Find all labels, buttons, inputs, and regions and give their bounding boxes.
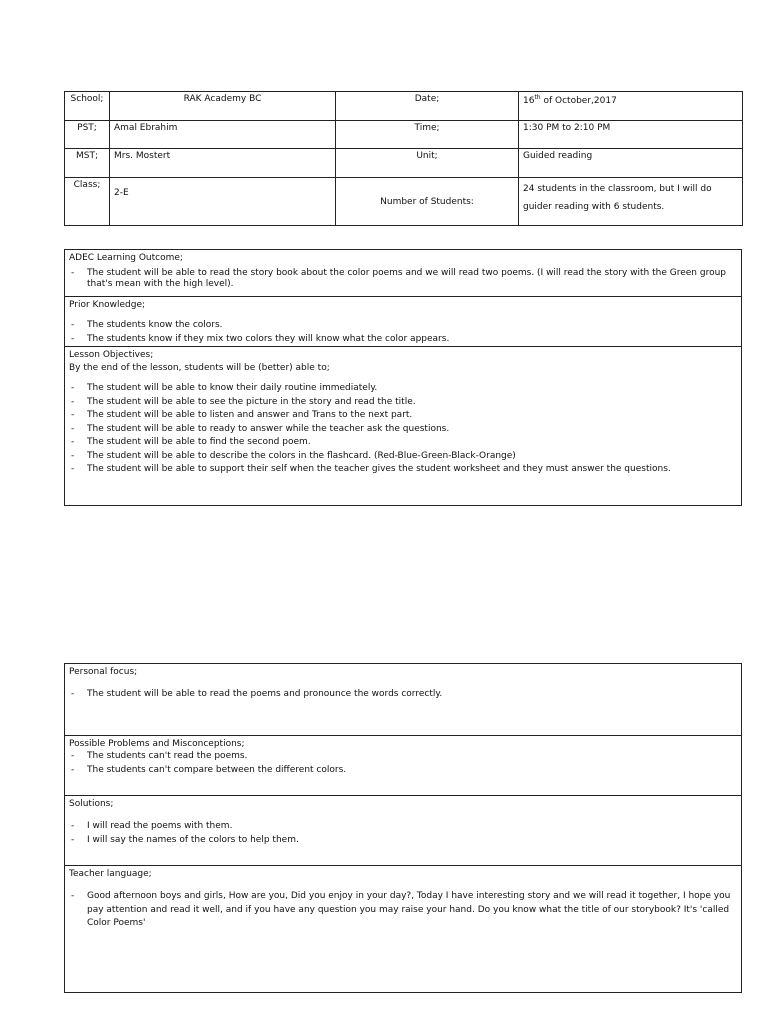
pst-value: Amal Ebrahim xyxy=(110,121,336,149)
date-day: 16 xyxy=(523,96,535,106)
school-label: School; xyxy=(65,92,110,121)
list-item: - The students know if they mix two colors they will know what the color appears. xyxy=(69,333,737,347)
personal-focus-section xyxy=(64,663,742,736)
students-label: Number of Students: xyxy=(336,178,519,226)
class-label: Class; xyxy=(65,178,110,226)
section-title: Personal focus; xyxy=(69,667,138,677)
outcome-list xyxy=(69,268,737,290)
section-title: Lesson Objectives; xyxy=(69,350,154,360)
learning-outcome-section xyxy=(64,249,742,297)
section-title: ADEC Learning Outcome; xyxy=(69,253,183,263)
unit-label: Unit; xyxy=(336,149,519,178)
prior-knowledge-section xyxy=(64,296,742,347)
class-value: 2-E xyxy=(110,178,336,226)
section-title: Teacher language; xyxy=(69,869,152,879)
solutions-list xyxy=(69,820,737,847)
date-rest: of October,2017 xyxy=(540,96,617,106)
list-item: - The student will be able to read the story book about the color poems and we will read two poems. (I will read the story with the Green group that's mean with the high level). xyxy=(69,268,737,290)
info-row-pst xyxy=(65,121,743,149)
section-title: Possible Problems and Misconceptions; xyxy=(69,739,245,749)
time-value: 1:30 PM to 2:10 PM xyxy=(519,121,743,149)
list-item: - The students can't compare between the different colors. xyxy=(69,764,737,778)
time-label: Time; xyxy=(336,121,519,149)
info-row-class xyxy=(65,178,743,226)
list-item: - The student will be able to listen and answer and Trans to the next part. xyxy=(69,409,737,423)
possible-problems-section xyxy=(64,735,742,796)
prior-list xyxy=(69,319,737,346)
list-item: - I will say the names of the colors to help them. xyxy=(69,834,737,848)
objectives-list xyxy=(69,382,737,477)
list-item: - I will read the poems with them. xyxy=(69,820,737,834)
section-title: Prior Knowledge; xyxy=(69,300,146,310)
list-item: - The student will be able to read the poems and pronounce the words correctly. xyxy=(69,688,737,702)
date-suffix: th xyxy=(534,94,541,101)
language-list xyxy=(69,890,737,931)
list-item: - The students can't read the poems. xyxy=(69,750,737,764)
mst-value: Mrs. Mostert xyxy=(110,149,336,178)
problems-list xyxy=(69,750,737,777)
school-value: RAK Academy BC xyxy=(110,92,336,121)
teacher-language-section xyxy=(64,865,742,993)
list-item: - The student will be able to support their self when the teacher gives the student worksheet and they must answer the questions. xyxy=(69,463,737,477)
mst-label: MST; xyxy=(65,149,110,178)
pst-label: PST; xyxy=(65,121,110,149)
date-value xyxy=(519,92,743,121)
list-item: - The student will be able to describe the colors in the flashcard. (Red-Blue-Green-Black-Orange) xyxy=(69,450,737,464)
section-title: Solutions; xyxy=(69,799,114,809)
date-label: Date; xyxy=(336,92,519,121)
list-item: - Good afternoon boys and girls, How are you, Did you enjoy in your day?, Today I have interesting story and we will read it together, I hope you pay attention and read it well, and if you have any question you may raise your hand. Do you know what the title of our storybook? It's 'called Color Poems' xyxy=(69,890,737,931)
list-item: - The student will be able to ready to answer while the teacher ask the questions. xyxy=(69,423,737,437)
list-item: - The student will be able to see the picture in the story and read the title. xyxy=(69,396,737,410)
students-value: 24 students in the classroom, but I will do guider reading with 6 students. xyxy=(519,178,743,226)
unit-value: Guided reading xyxy=(519,149,743,178)
list-item: - The students know the colors. xyxy=(69,319,737,333)
solutions-section xyxy=(64,795,742,866)
lesson-objectives-section xyxy=(64,346,742,506)
info-row-mst xyxy=(65,149,743,178)
list-item: - The student will be able to know their daily routine immediately. xyxy=(69,382,737,396)
lesson-info-table xyxy=(64,91,743,226)
list-item: - The student will be able to find the second poem. xyxy=(69,436,737,450)
personal-list xyxy=(69,688,737,702)
objectives-subtitle: By the end of the lesson, students will be (better) able to; xyxy=(69,363,330,373)
info-row-school xyxy=(65,92,743,121)
